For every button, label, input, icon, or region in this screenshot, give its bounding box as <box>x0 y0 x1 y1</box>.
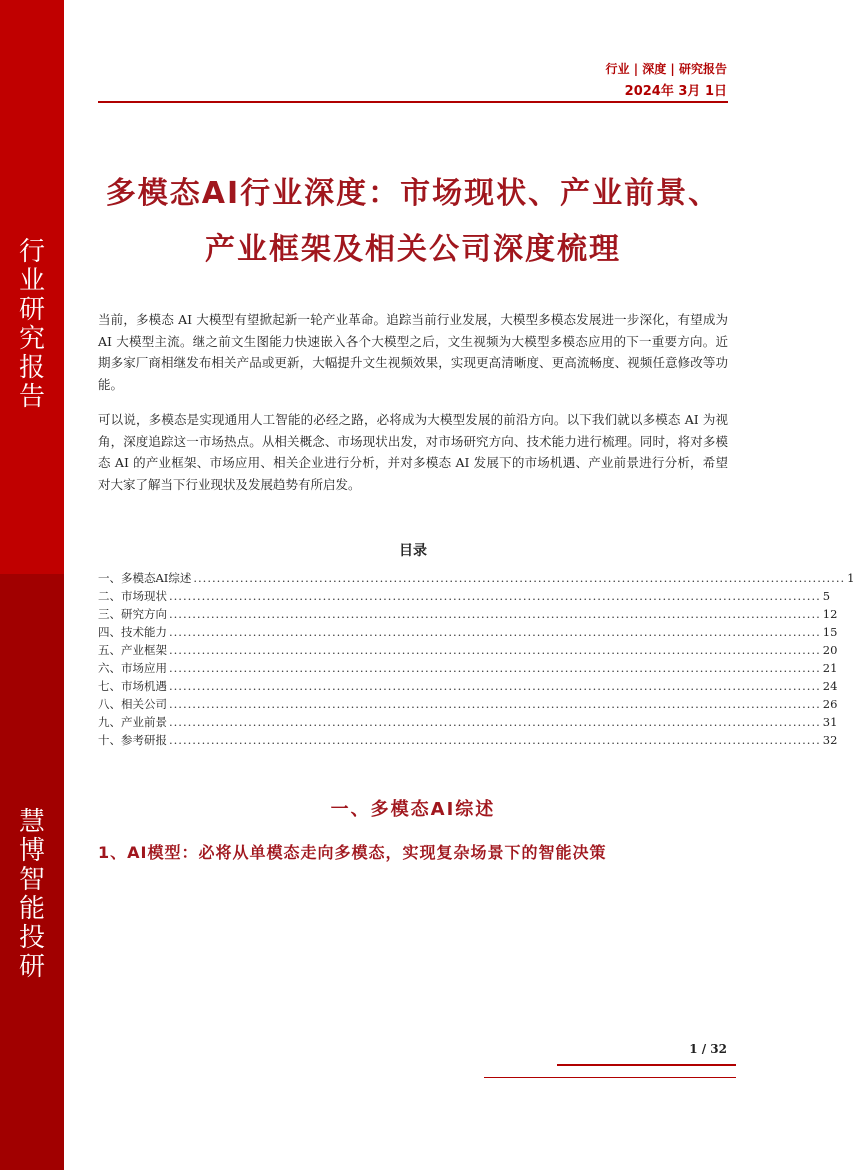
subsection-heading: 1、AI模型：必将从单模态走向多模态，实现复杂场景下的智能决策 <box>98 843 607 862</box>
sidebar-char: 智 <box>18 865 45 895</box>
toc-entry[interactable] <box>98 677 838 695</box>
toc-entry-page: 31 <box>822 715 838 729</box>
toc-entry-label: 九、产业前景 <box>98 715 167 729</box>
section-heading: 一、多模态AI综述 <box>330 799 496 820</box>
sidebar-char: 报 <box>18 353 45 383</box>
toc-entry[interactable] <box>98 731 838 749</box>
toc-entry-page: 20 <box>822 643 838 657</box>
toc-leader: ............................................................................................................................................ <box>169 589 821 603</box>
sidebar-char: 行 <box>18 237 45 267</box>
toc-entry[interactable] <box>98 695 838 713</box>
toc-entry-label: 二、市场现状 <box>98 589 167 603</box>
sidebar-char: 博 <box>18 836 45 866</box>
toc-leader: ............................................................................................................................................ <box>169 643 821 657</box>
intro-paragraph-1: 当前，多模态 AI 大模型有望掀起新一轮产业革命。追踪当前行业发展，大模型多模态发展进一步深化，有望成为 AI 大模型主流。继之前文生图能力快速嵌入各个大模型之后，文生视频为大模型多模态应用的下一重要方向。近期多家厂商相继发布相关产品或更新，大幅提升文生视频效果，实现更高清晰度、更高流畅度、视频任意修改等功能。 <box>98 312 728 392</box>
sidebar-char: 能 <box>18 894 45 924</box>
toc-entry[interactable] <box>98 659 838 677</box>
toc-leader: ............................................................................................................................................ <box>169 715 821 729</box>
toc-leader: ............................................................................................................................................ <box>169 625 821 639</box>
sidebar-char: 究 <box>18 324 45 354</box>
report-category: 行业 | 深度 | 研究报告 <box>605 62 727 76</box>
sidebar-report-type <box>0 238 64 412</box>
footer-rule-bottom <box>484 1077 736 1078</box>
report-date: 2024年 3月 1日 <box>624 84 727 99</box>
toc-entry-label: 一、多模态AI综述 <box>98 571 192 585</box>
toc-entry-page: 24 <box>822 679 838 693</box>
toc-entry-label: 六、市场应用 <box>98 661 167 675</box>
sidebar-char: 研 <box>18 295 45 325</box>
toc-leader: ............................................................................................................................................ <box>169 733 821 747</box>
toc-leader: ............................................................................................................................................ <box>169 607 821 621</box>
sidebar-brand <box>0 808 64 982</box>
toc-entry-page: 15 <box>822 625 838 639</box>
toc-entry-page: 1 <box>847 571 854 585</box>
toc-entry[interactable] <box>98 605 838 623</box>
toc-entry-page: 32 <box>822 733 838 747</box>
table-of-contents <box>98 569 854 749</box>
toc-entry-label: 十、参考研报 <box>98 733 167 747</box>
sidebar-char: 研 <box>18 952 45 982</box>
toc-entry[interactable] <box>98 569 854 587</box>
report-title-line1: 多模态AI行业深度：市场现状、产业前景、 <box>105 176 721 211</box>
intro-paragraph-2: 可以说，多模态是实现通用人工智能的必经之路，必将成为大模型发展的前沿方向。以下我们就以多模态 AI 为视角，深度追踪这一市场热点。从相关概念、市场现状出发，对市场研究方向、技术能力进行梳理。同时，将对多模态 AI 的产业框架、市场应用、相关企业进行分析，并对多模态 AI 发展下的市场机遇、产业前景进行分析，希望对大家了解当下行业现状及发展趋势有所启发。 <box>98 412 728 492</box>
toc-entry-page: 12 <box>822 607 838 621</box>
toc-entry[interactable] <box>98 713 838 731</box>
toc-entry[interactable] <box>98 587 831 605</box>
toc-entry-label: 四、技术能力 <box>98 625 167 639</box>
toc-leader: ............................................................................................................................................ <box>193 571 846 585</box>
toc-entry-label: 八、相关公司 <box>98 697 167 711</box>
toc-entry[interactable] <box>98 641 838 659</box>
footer-rule-top <box>557 1064 736 1066</box>
toc-entry[interactable] <box>98 623 838 641</box>
sidebar-char: 慧 <box>18 807 45 837</box>
toc-entry-page: 21 <box>822 661 838 675</box>
toc-entry-page: 5 <box>822 589 831 603</box>
toc-title: 目录 <box>399 543 427 559</box>
toc-entry-label: 五、产业框架 <box>98 643 167 657</box>
toc-entry-label: 七、市场机遇 <box>98 679 167 693</box>
toc-leader: ............................................................................................................................................ <box>169 679 821 693</box>
toc-leader: ............................................................................................................................................ <box>169 697 821 711</box>
sidebar-char: 业 <box>18 266 45 296</box>
page-number: 1 / 32 <box>689 1042 727 1056</box>
header-divider <box>98 101 728 103</box>
toc-leader: ............................................................................................................................................ <box>169 661 821 675</box>
report-title-line2: 产业框架及相关公司深度梳理 <box>205 232 621 267</box>
sidebar-char: 告 <box>18 382 45 412</box>
toc-entry-page: 26 <box>822 697 838 711</box>
toc-entry-label: 三、研究方向 <box>98 607 167 621</box>
sidebar-char: 投 <box>18 923 45 953</box>
